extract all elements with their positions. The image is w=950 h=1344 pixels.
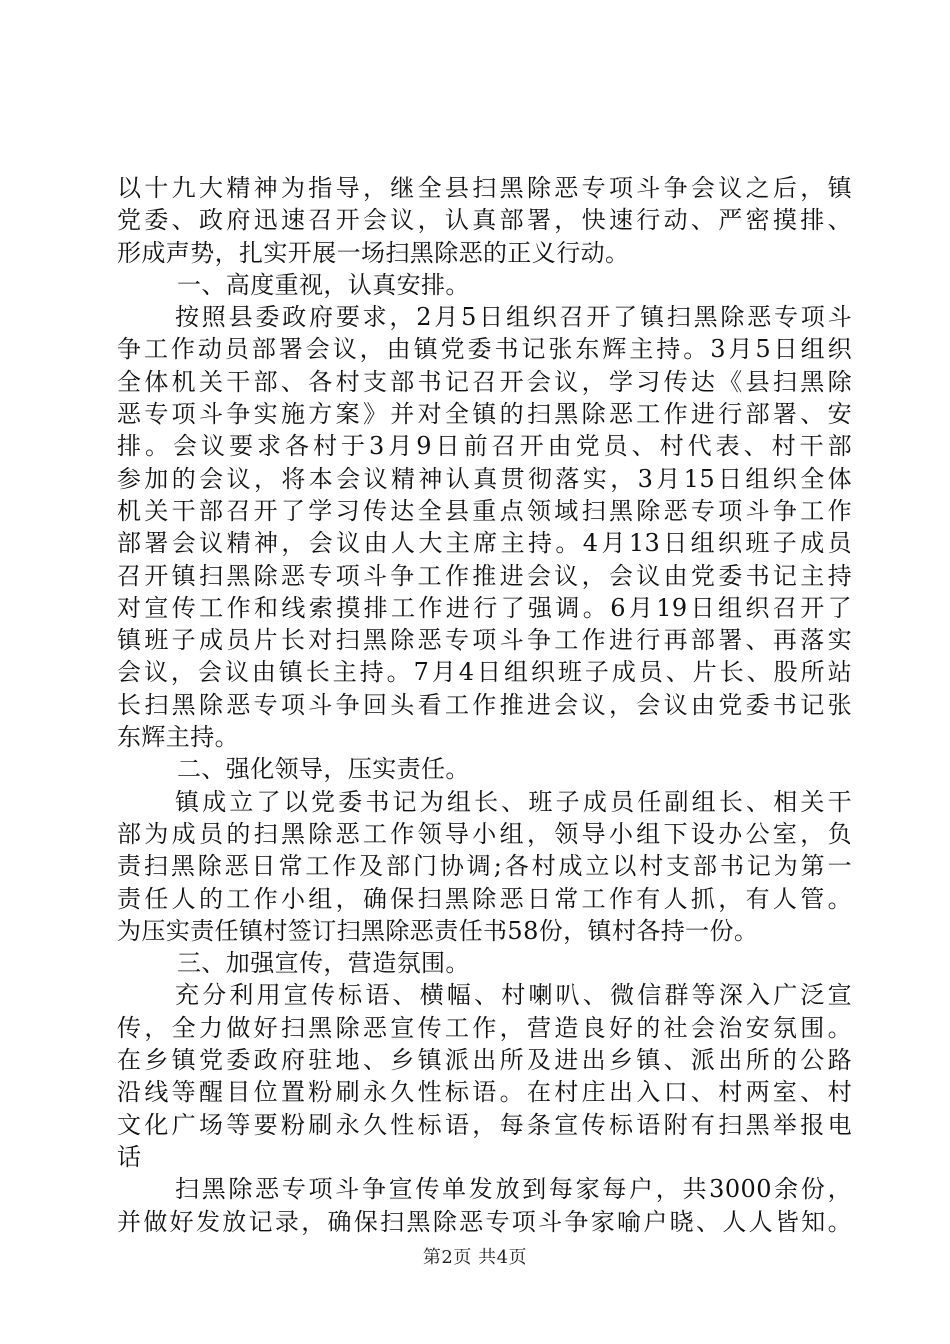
- paragraph-line: 长扫黑除恶专项斗争回头看工作推进会议，会议由党委书记张: [117, 690, 852, 719]
- paragraph-line: 在乡镇党委政府驻地、乡镇派出所及进出乡镇、派出所的公路: [117, 1046, 852, 1075]
- paragraph-line: 参加的会议，将本会议精神认真贯彻落实，3月15日组织全体: [117, 464, 852, 493]
- paragraph-line: 沿线等醒目位置粉刷永久性标语。在村庄出入口、村两室、村: [117, 1078, 852, 1107]
- paragraph-line: 镇成立了以党委书记为组长、班子成员任副组长、相关干: [175, 787, 852, 816]
- paragraph-line: 责任人的工作小组，确保扫黑除恶日常工作有人抓，有人管。: [117, 884, 852, 913]
- paragraph-line: 按照县委政府要求，2月5日组织召开了镇扫黑除恶专项斗: [175, 303, 852, 332]
- paragraph-line: 为压实责任镇村签订扫黑除恶责任书58份，镇村各持一份。: [117, 916, 759, 945]
- paragraph-line: 东辉主持。: [117, 723, 239, 752]
- paragraph-line: 镇班子成员片长对扫黑除恶专项斗争工作进行再部署、再落实: [117, 626, 852, 655]
- paragraph-line: 争工作动员部署会议，由镇党委书记张东辉主持。3月5日组织: [117, 335, 852, 364]
- section-heading: 二、强化领导，压实责任。: [177, 755, 470, 784]
- paragraph-line: 责扫黑除恶日常工作及部门协调;各村成立以村支部书记为第一: [117, 852, 852, 881]
- paragraph-line: 部为成员的扫黑除恶工作领导小组，领导小组下设办公室，负: [117, 819, 852, 848]
- paragraph-line: 机关干部召开了学习传达全县重点领域扫黑除恶专项斗争工作: [117, 496, 852, 525]
- paragraph-line: 会议，会议由镇长主持。7月4日组织班子成员、片长、股所站: [117, 658, 852, 687]
- paragraph-line: 以十九大精神为指导，继全县扫黑除恶专项斗争会议之后，镇: [117, 174, 852, 202]
- section-heading: 三、加强宣传，营造氛围。: [177, 949, 470, 978]
- section-heading: 一、高度重视，认真安排。: [177, 270, 470, 299]
- paragraph-line: 话: [117, 1142, 142, 1171]
- paragraph-line: 排。会议要求各村于3月9日前召开由党员、村代表、村干部: [117, 432, 852, 461]
- paragraph-line: 全体机关干部、各村支部书记召开会议，学习传达《县扫黑除: [117, 367, 852, 396]
- paragraph-line: 文化广场等要粉刷永久性标语，每条宣传标语附有扫黑举报电: [117, 1110, 852, 1139]
- document-body: [117, 172, 852, 1238]
- paragraph-line: 扫黑除恶专项斗争宣传单发放到每家每户，共3000余份，: [175, 1175, 852, 1204]
- paragraph-line: 对宣传工作和线索摸排工作进行了强调。6月19日组织召开了: [117, 593, 852, 622]
- paragraph-line: 部署会议精神，会议由人大主席主持。4月13日组织班子成员: [117, 529, 852, 558]
- paragraph-line: 充分利用宣传标语、横幅、村喇叭、微信群等深入广泛宣: [175, 981, 852, 1010]
- paragraph-line: 恶专项斗争实施方案》并对全镇的扫黑除恶工作进行部署、安: [117, 400, 852, 429]
- paragraph-line: 党委、政府迅速召开会议，认真部署，快速行动、严密摸排、: [117, 206, 852, 235]
- paragraph-line: 传，全力做好扫黑除恶宣传工作，营造良好的社会治安氛围。: [117, 1013, 852, 1042]
- paragraph-line: 并做好发放记录，确保扫黑除恶专项斗争家喻户晓、人人皆知。: [117, 1207, 852, 1236]
- paragraph-line: 形成声势，扎实开展一场扫黑除恶的正义行动。: [117, 238, 630, 267]
- paragraph-line: 召开镇扫黑除恶专项斗争工作推进会议，会议由党委书记主持: [117, 561, 852, 590]
- page-number-footer: 第2页 共4页: [422, 1247, 528, 1268]
